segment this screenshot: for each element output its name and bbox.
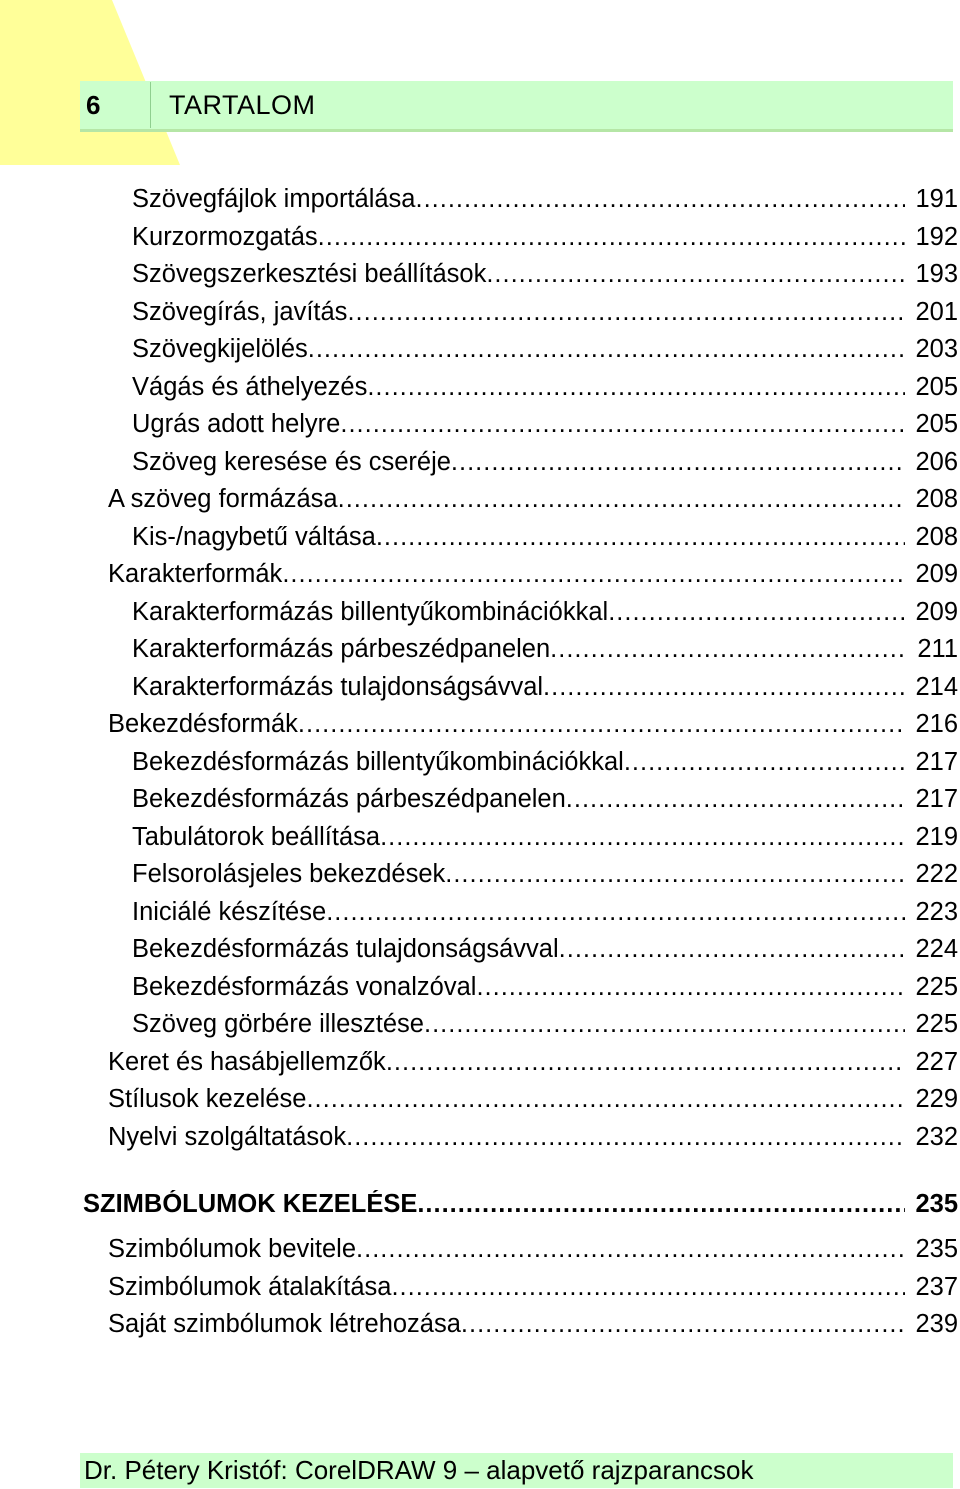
- toc-dot-leader: [338, 485, 906, 514]
- toc-entry-page: 222: [915, 860, 958, 888]
- toc-entry[interactable]: [132, 935, 960, 973]
- toc-entry-label: Keret és hasábjellemzők: [108, 1047, 386, 1076]
- toc-entry[interactable]: [132, 373, 960, 411]
- toc-entry-page: 224: [915, 935, 958, 963]
- toc-entry-page: 206: [915, 447, 958, 476]
- toc-dot-leader: [486, 260, 905, 289]
- toc-entry-label: Kis-/nagybetű váltása: [132, 522, 376, 551]
- toc-dot-leader: [559, 935, 906, 964]
- toc-entry-page: 209: [915, 560, 958, 588]
- page-header: [80, 81, 953, 132]
- toc-entry[interactable]: [132, 635, 960, 673]
- toc-entry-page: 209: [915, 597, 958, 626]
- toc-entry-page: 208: [915, 485, 958, 513]
- toc-entry-label: Ugrás adott helyre: [132, 410, 341, 438]
- toc-entry-page: 201: [915, 297, 958, 326]
- toc-entry-label: Bekezdésformázás tulajdonságsávval: [132, 935, 559, 963]
- toc-dot-leader: [318, 223, 906, 252]
- toc-entry[interactable]: [108, 1123, 960, 1161]
- toc-entry[interactable]: [108, 1085, 960, 1123]
- toc-entry-label: Szövegfájlok importálása: [132, 185, 416, 213]
- toc-entry-page: 208: [915, 522, 958, 551]
- toc-entry-label: Szöveg keresése és cseréje: [132, 447, 451, 476]
- toc-dot-leader: [424, 1010, 905, 1039]
- toc-dot-leader: [298, 710, 906, 739]
- toc-dot-leader: [346, 1123, 905, 1152]
- page-number: 6: [86, 89, 101, 120]
- toc-entry-page: 205: [915, 372, 958, 401]
- toc-entry-page: 223: [915, 897, 958, 926]
- toc-entry-label: Karakterformázás tulajdonságsávval: [132, 672, 544, 701]
- toc-entry[interactable]: [132, 260, 960, 298]
- toc-dot-leader: [386, 1048, 906, 1077]
- toc-entry-label: Tabulátorok beállítása: [132, 822, 381, 851]
- toc-entry-label: Bekezdésformázás vonalzóval: [132, 972, 477, 1001]
- toc-entry-page: 192: [915, 222, 958, 251]
- toc-entry-page: 235: [915, 1235, 958, 1263]
- toc-entry[interactable]: [132, 1010, 960, 1048]
- toc-dot-leader: [347, 298, 905, 327]
- toc-dot-leader: [308, 335, 906, 364]
- toc-entry-label: Saját szimbólumok létrehozása: [108, 1310, 461, 1338]
- toc-dot-leader: [415, 185, 905, 214]
- toc-entry[interactable]: [108, 1273, 960, 1311]
- toc-entry-page: 193: [915, 260, 958, 288]
- toc-entry[interactable]: [132, 523, 960, 561]
- toc-entry[interactable]: [108, 1048, 960, 1086]
- page-title: TARTALOM: [169, 89, 316, 120]
- toc-entry-label: Szövegkijelölés: [132, 335, 308, 363]
- toc-dot-leader: [550, 635, 907, 664]
- toc-entry-label: Karakterformák: [108, 560, 283, 588]
- toc-entry-page: 217: [915, 747, 958, 776]
- toc-entry-label: Kurzormozgatás: [132, 222, 318, 251]
- toc-dot-leader: [326, 898, 905, 927]
- toc-entry[interactable]: [108, 560, 960, 598]
- toc-dot-leader: [566, 785, 906, 814]
- toc-entry-label: SZIMBÓLUMOK KEZELÉSE: [83, 1190, 418, 1218]
- toc-dot-leader: [451, 448, 906, 477]
- toc-entry[interactable]: [132, 823, 960, 861]
- toc-entry-page: 232: [915, 1122, 958, 1151]
- toc-entry-label: Felsorolásjeles bekezdések: [132, 860, 446, 888]
- toc-entry-page: 203: [915, 335, 958, 363]
- toc-entry-label: Bekezdésformázás párbeszédpanelen: [132, 785, 566, 813]
- toc-dot-leader: [282, 560, 905, 589]
- page-footer: Dr. Pétery Kristóf: CorelDRAW 9 – alapvető rajzparancsok: [80, 1453, 953, 1488]
- toc-entry-label: Karakterformázás párbeszédpanelen: [132, 635, 551, 663]
- toc-dot-leader: [356, 1235, 905, 1264]
- toc-entry-page: 216: [915, 710, 958, 738]
- toc-entry[interactable]: [132, 748, 960, 786]
- toc-entry-page: 237: [915, 1272, 958, 1301]
- toc-dot-leader: [376, 523, 906, 552]
- toc-entry-label: Stílusok kezelése: [108, 1085, 307, 1113]
- toc-entry-page: 211: [917, 635, 958, 663]
- toc-dot-leader: [367, 373, 905, 402]
- toc-dot-leader: [306, 1085, 905, 1114]
- toc-entry-label: Iniciálé készítése: [132, 897, 327, 926]
- toc-entry[interactable]: [132, 410, 960, 448]
- toc-entry[interactable]: [108, 1310, 960, 1348]
- toc-entry-label: Szövegszerkesztési beállítások: [132, 260, 487, 288]
- toc-entry[interactable]: [132, 185, 960, 223]
- toc-entry[interactable]: [132, 335, 960, 373]
- toc-entry[interactable]: [132, 785, 960, 823]
- toc-entry-label: Bekezdésformázás billentyűkombinációkkal: [132, 747, 624, 776]
- toc-dot-leader: [476, 973, 905, 1002]
- toc-entry[interactable]: [132, 598, 960, 636]
- toc-entry-label: Nyelvi szolgáltatások: [108, 1122, 347, 1151]
- toc-dot-leader: [417, 1190, 905, 1219]
- toc-entry[interactable]: [132, 673, 960, 711]
- toc-entry-label: Bekezdésformák: [108, 710, 298, 738]
- toc-entry-page: 217: [915, 785, 958, 813]
- toc-dot-leader: [380, 823, 905, 852]
- toc-entry[interactable]: [132, 448, 960, 486]
- toc-entry-label: Vágás és áthelyezés: [132, 372, 368, 401]
- toc-entry-label: Szövegírás, javítás: [132, 297, 348, 326]
- toc-entry[interactable]: [108, 1235, 960, 1273]
- toc-dot-leader: [445, 860, 905, 889]
- toc-entry-page: 239: [915, 1310, 958, 1338]
- toc-dot-leader: [461, 1310, 906, 1339]
- toc-entry-label: Szöveg görbére illesztése: [132, 1010, 424, 1038]
- toc-entry-page: 227: [915, 1047, 958, 1076]
- toc-dot-leader: [391, 1273, 905, 1302]
- toc-dot-leader: [624, 748, 906, 777]
- toc-chapter-entry[interactable]: [83, 1190, 960, 1228]
- toc-entry-page: 235: [915, 1190, 958, 1218]
- toc-entry[interactable]: [132, 223, 960, 261]
- toc-entry[interactable]: [132, 898, 960, 936]
- toc-entry-label: A szöveg formázása: [108, 485, 338, 513]
- toc-entry[interactable]: [108, 710, 960, 748]
- toc-entry[interactable]: [132, 860, 960, 898]
- toc-dot-leader: [340, 410, 905, 439]
- toc-dot-leader: [608, 598, 905, 627]
- toc-entry-page: 219: [915, 822, 958, 851]
- toc-entry-label: Szimbólumok átalakítása: [108, 1272, 392, 1301]
- toc-entry-page: 225: [915, 972, 958, 1001]
- toc-entry[interactable]: [132, 298, 960, 336]
- toc-entry-page: 214: [915, 672, 958, 701]
- toc-dot-leader: [543, 673, 905, 702]
- toc-entry[interactable]: [132, 973, 960, 1011]
- toc-entry-page: 191: [915, 185, 958, 213]
- toc-entry-page: 205: [915, 410, 958, 438]
- toc-entry-page: 225: [915, 1010, 958, 1038]
- toc-entry[interactable]: [108, 485, 960, 523]
- toc-entry-label: Karakterformázás billentyűkombinációkkal: [132, 597, 609, 626]
- toc-entry-page: 229: [915, 1085, 958, 1113]
- toc-entry-label: Szimbólumok bevitele: [108, 1235, 357, 1263]
